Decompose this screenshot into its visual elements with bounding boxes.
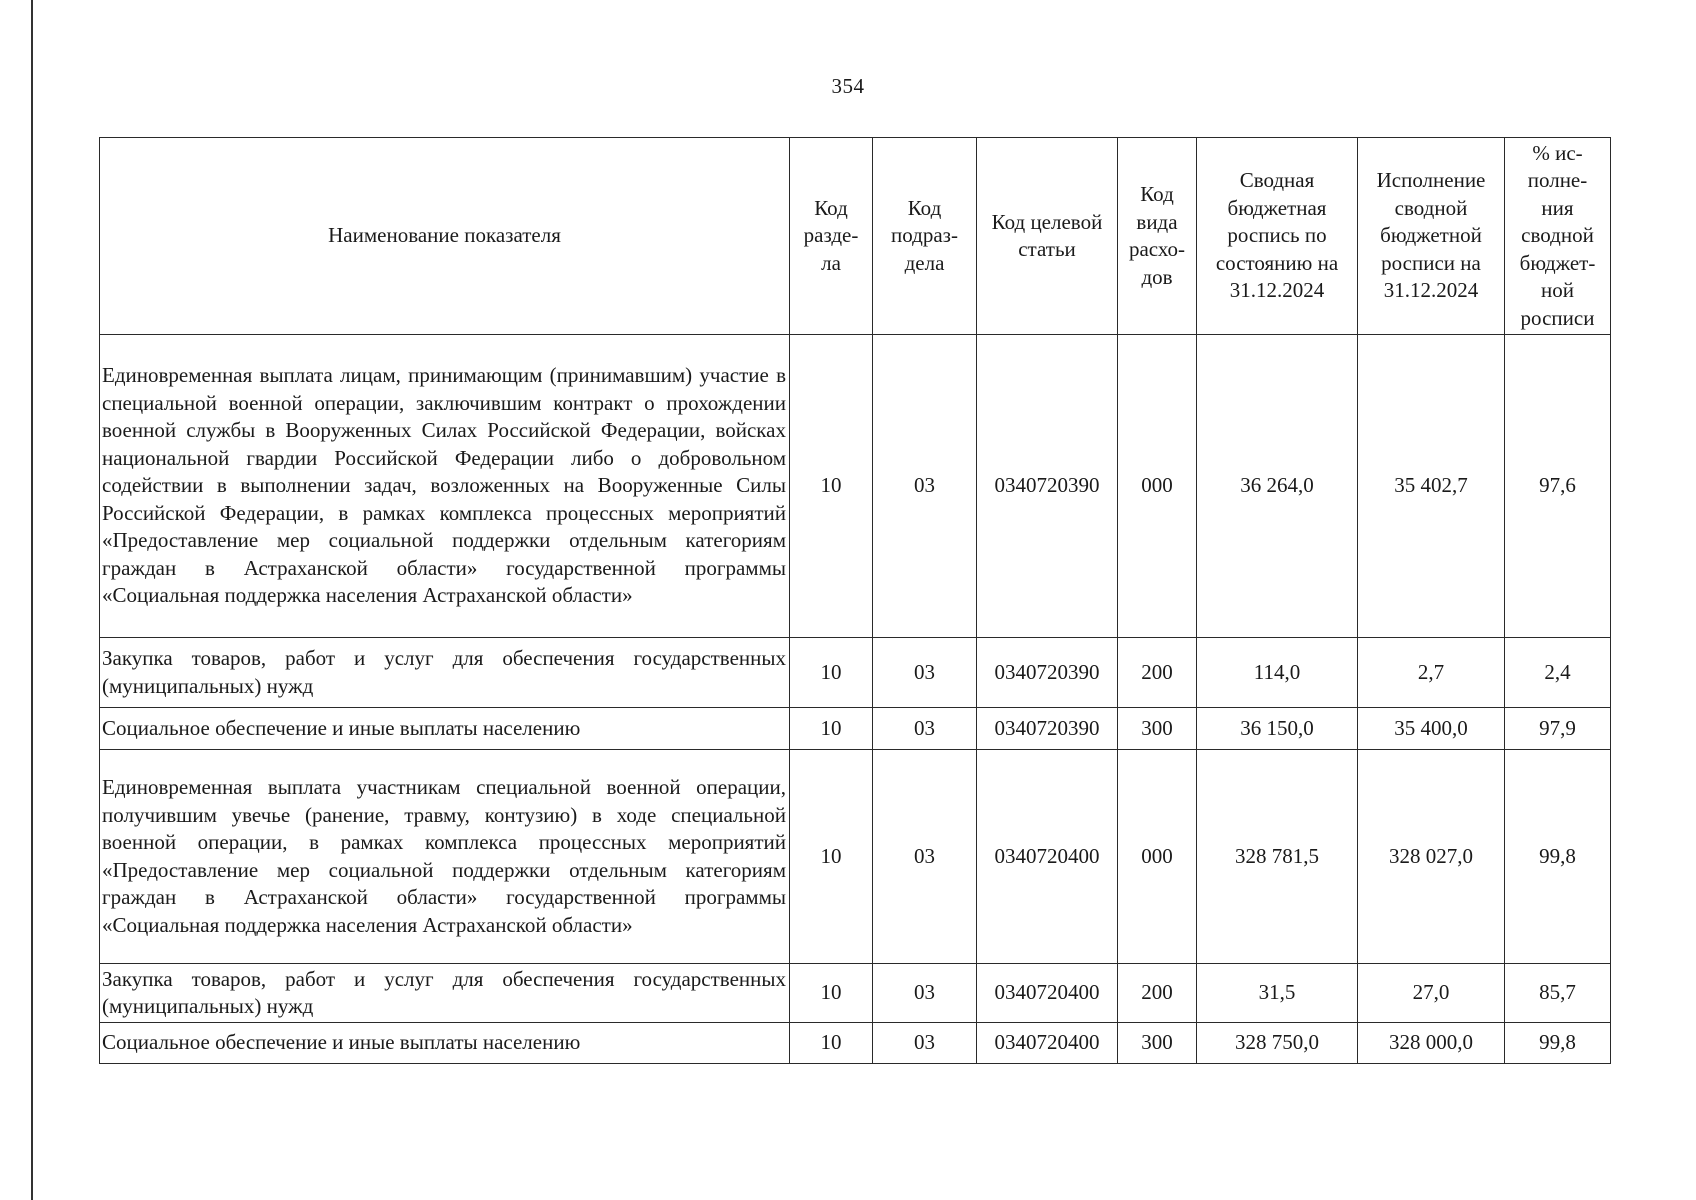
- budget-execution: 328 027,0: [1358, 750, 1505, 964]
- header-expense-type-code: Код вида расхо- дов: [1118, 138, 1197, 335]
- target-code: 0340720400: [977, 1023, 1118, 1064]
- indicator-name: Закупка товаров, работ и услуг для обеспечения государственных (муниципальных) нужд: [100, 638, 790, 708]
- budget-plan: 328 781,5: [1197, 750, 1358, 964]
- subsection-code: 03: [873, 1023, 977, 1064]
- header-name: Наименование показателя: [100, 138, 790, 335]
- budget-execution: 2,7: [1358, 638, 1505, 708]
- indicator-name: Единовременная выплата участникам специальной военной операции, получившим увечье (ранение, травму, контузию) в ходе специальной военной операции, в рамках комплекса процессных мероприятий «Предоставление мер социальной поддержки отдельным категориям граждан в Астраханской области» государственной программы «Социальная поддержка населения Астраханской области»: [100, 750, 790, 964]
- subsection-code: 03: [873, 638, 977, 708]
- table-row: [100, 964, 1611, 1023]
- execution-percent: 85,7: [1505, 964, 1611, 1023]
- header-execution-percent: % ис- полне- ния сводной бюджет- ной росписи: [1505, 138, 1611, 335]
- section-code: 10: [790, 1023, 873, 1064]
- budget-plan: 328 750,0: [1197, 1023, 1358, 1064]
- budget-execution: 35 400,0: [1358, 708, 1505, 750]
- expense-type-code: 300: [1118, 708, 1197, 750]
- header-section-code: Код разде- ла: [790, 138, 873, 335]
- subsection-code: 03: [873, 335, 977, 638]
- section-code: 10: [790, 638, 873, 708]
- section-code: 10: [790, 964, 873, 1023]
- section-code: 10: [790, 335, 873, 638]
- budget-execution-table: [99, 137, 1611, 1064]
- subsection-code: 03: [873, 708, 977, 750]
- execution-percent: 2,4: [1505, 638, 1611, 708]
- indicator-name: Социальное обеспечение и иные выплаты населению: [100, 708, 790, 750]
- page-number: 354: [831, 74, 865, 98]
- table-row: [100, 1023, 1611, 1064]
- expense-type-code: 000: [1118, 335, 1197, 638]
- subsection-code: 03: [873, 964, 977, 1023]
- indicator-name: Закупка товаров, работ и услуг для обеспечения государственных (муниципальных) нужд: [100, 964, 790, 1023]
- header-budget-execution: Исполнение сводной бюджетной росписи на 31.12.2024: [1358, 138, 1505, 335]
- header-subsection-code: Код подраз- дела: [873, 138, 977, 335]
- budget-execution: 328 000,0: [1358, 1023, 1505, 1064]
- execution-percent: 99,8: [1505, 750, 1611, 964]
- table-row: [100, 638, 1611, 708]
- target-code: 0340720390: [977, 708, 1118, 750]
- expense-type-code: 300: [1118, 1023, 1197, 1064]
- scan-edge-line: [31, 0, 33, 1200]
- expense-type-code: 200: [1118, 964, 1197, 1023]
- budget-execution: 35 402,7: [1358, 335, 1505, 638]
- budget-plan: 36 264,0: [1197, 335, 1358, 638]
- target-code: 0340720400: [977, 964, 1118, 1023]
- table-row: [100, 708, 1611, 750]
- table-header-row: [100, 138, 1611, 335]
- budget-execution: 27,0: [1358, 964, 1505, 1023]
- table-row: [100, 335, 1611, 638]
- execution-percent: 97,6: [1505, 335, 1611, 638]
- target-code: 0340720390: [977, 638, 1118, 708]
- budget-plan: 36 150,0: [1197, 708, 1358, 750]
- execution-percent: 97,9: [1505, 708, 1611, 750]
- header-target-code: Код целевой статьи: [977, 138, 1118, 335]
- expense-type-code: 000: [1118, 750, 1197, 964]
- section-code: 10: [790, 708, 873, 750]
- execution-percent: 99,8: [1505, 1023, 1611, 1064]
- expense-type-code: 200: [1118, 638, 1197, 708]
- header-budget-plan: Сводная бюджетная роспись по состоянию на 31.12.2024: [1197, 138, 1358, 335]
- table-row: [100, 750, 1611, 964]
- indicator-name: Единовременная выплата лицам, принимающим (принимавшим) участие в специальной военной операции, заключившим контракт о прохождении военной службы в Вооруженных Силах Российской Федерации, войсках национальной гвардии Российской Федерации либо о добровольном содействии в выполнении задач, возложенных на Вооруженные Силы Российской Федерации, в рамках комплекса процессных мероприятий «Предоставление мер социальной поддержки отдельным категориям граждан в Астраханской области» государственной программы «Социальная поддержка населения Астраханской области»: [100, 335, 790, 638]
- target-code: 0340720400: [977, 750, 1118, 964]
- indicator-name: Социальное обеспечение и иные выплаты населению: [100, 1023, 790, 1064]
- subsection-code: 03: [873, 750, 977, 964]
- budget-plan: 31,5: [1197, 964, 1358, 1023]
- budget-plan: 114,0: [1197, 638, 1358, 708]
- target-code: 0340720390: [977, 335, 1118, 638]
- section-code: 10: [790, 750, 873, 964]
